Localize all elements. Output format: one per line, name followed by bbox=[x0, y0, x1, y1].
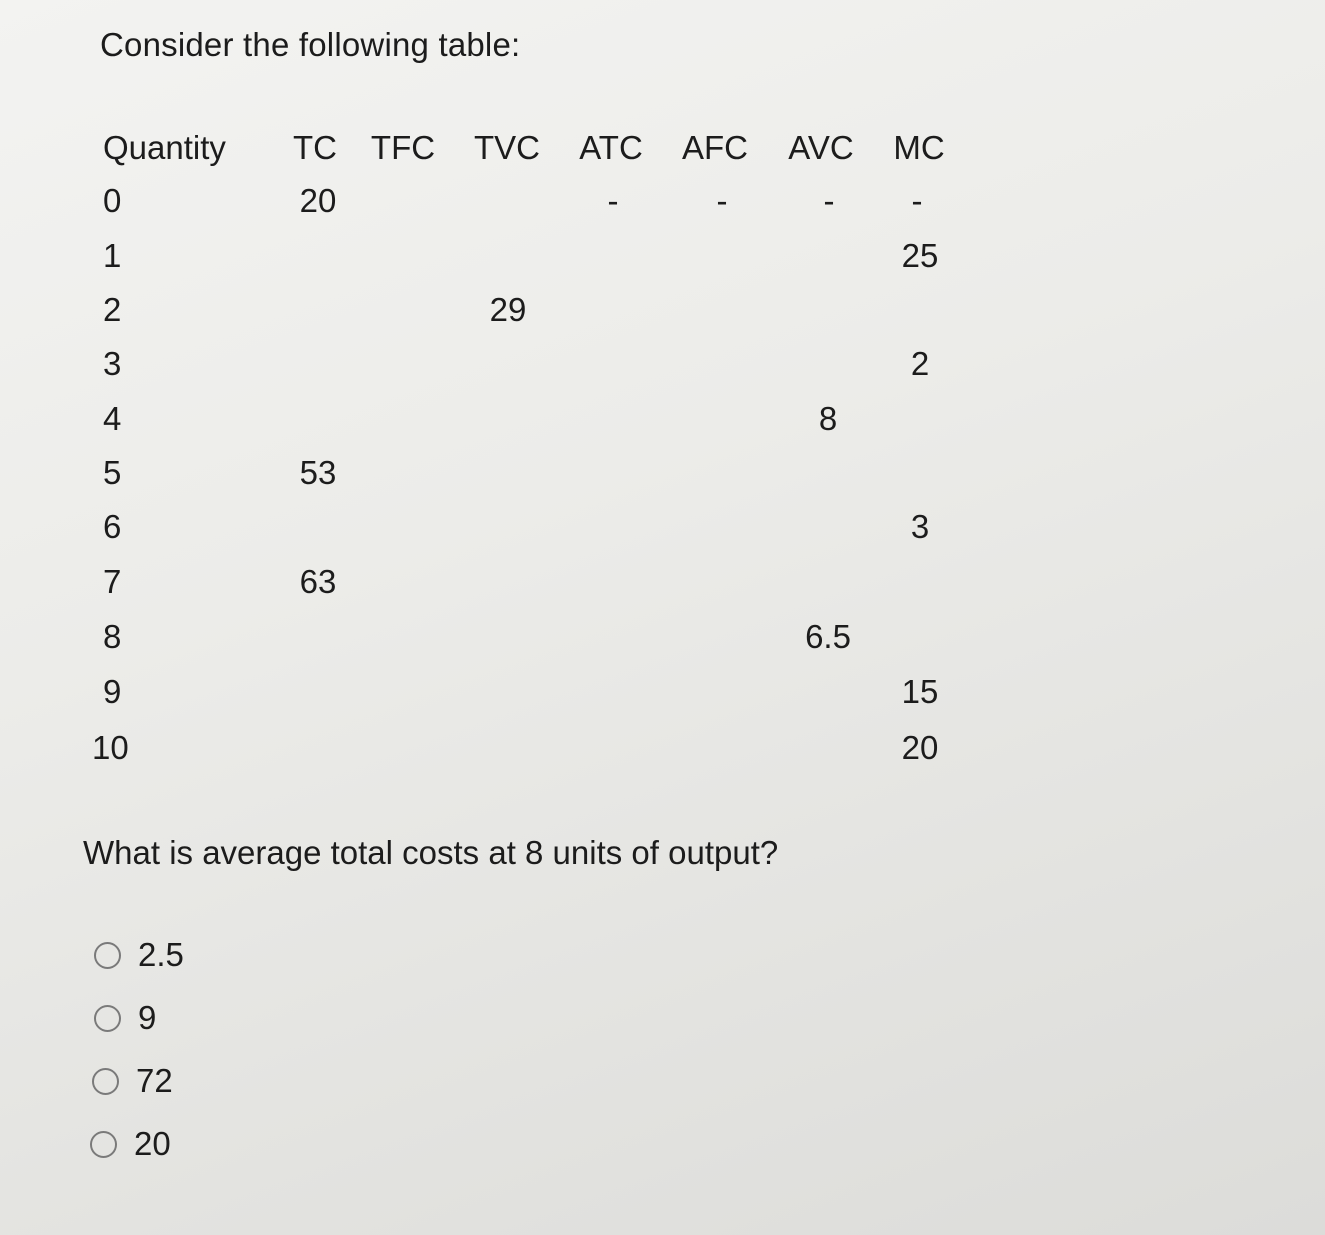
header-mc: MC bbox=[893, 129, 945, 166]
answer-option-2[interactable] bbox=[94, 996, 156, 1040]
radio-button[interactable] bbox=[94, 942, 121, 969]
cell-tc-row-7: 63 bbox=[299, 563, 337, 600]
header-quantity: Quantity bbox=[103, 129, 226, 166]
option-label: 9 bbox=[138, 999, 157, 1036]
cell-mc-row-1: 25 bbox=[901, 237, 939, 274]
cell-quantity-row-6: 6 bbox=[103, 508, 122, 545]
answer-option-1[interactable] bbox=[94, 933, 184, 977]
cell-mc-row-9: 15 bbox=[901, 673, 939, 710]
cell-quantity-row-0: 0 bbox=[103, 182, 122, 219]
cell-atc-row-0: - bbox=[607, 182, 619, 219]
answer-option-4[interactable] bbox=[90, 1122, 171, 1166]
answer-option-3[interactable] bbox=[92, 1059, 173, 1103]
cell-quantity-row-5: 5 bbox=[103, 454, 122, 491]
radio-button[interactable] bbox=[94, 1005, 121, 1032]
cell-mc-row-3: 2 bbox=[910, 345, 930, 382]
cell-quantity-row-9: 9 bbox=[103, 673, 122, 710]
cell-mc-row-6: 3 bbox=[910, 508, 930, 545]
header-avc: AVC bbox=[788, 129, 854, 166]
cell-tc-row-5: 53 bbox=[299, 454, 337, 491]
header-tfc: TFC bbox=[370, 129, 436, 166]
cell-quantity-row-2: 2 bbox=[103, 291, 122, 328]
header-afc: AFC bbox=[682, 129, 748, 166]
radio-button[interactable] bbox=[92, 1068, 119, 1095]
option-label: 20 bbox=[134, 1125, 171, 1162]
cell-quantity-row-10: 10 bbox=[92, 729, 129, 766]
cell-avc-row-4: 8 bbox=[818, 400, 838, 437]
cell-mc-row-10: 20 bbox=[901, 729, 939, 766]
radio-button[interactable] bbox=[90, 1131, 117, 1158]
header-atc: ATC bbox=[579, 129, 643, 166]
cell-tc-row-0: 20 bbox=[299, 182, 337, 219]
option-label: 72 bbox=[136, 1062, 173, 1099]
cell-avc-row-8: 6.5 bbox=[805, 618, 851, 655]
cell-tvc-row-2: 29 bbox=[489, 291, 527, 328]
cell-mc-row-0: - bbox=[911, 182, 923, 219]
cell-afc-row-0: - bbox=[716, 182, 728, 219]
cell-quantity-row-1: 1 bbox=[103, 237, 122, 274]
cell-quantity-row-4: 4 bbox=[103, 400, 122, 437]
cell-quantity-row-3: 3 bbox=[103, 345, 122, 382]
header-tc: TC bbox=[293, 129, 337, 166]
header-tvc: TVC bbox=[474, 129, 540, 166]
option-label: 2.5 bbox=[138, 936, 184, 973]
question-text: What is average total costs at 8 units of output? bbox=[83, 834, 779, 871]
cell-quantity-row-8: 8 bbox=[103, 618, 122, 655]
cell-avc-row-0: - bbox=[823, 182, 835, 219]
intro-text: Consider the following table: bbox=[100, 26, 521, 63]
cell-quantity-row-7: 7 bbox=[103, 563, 122, 600]
